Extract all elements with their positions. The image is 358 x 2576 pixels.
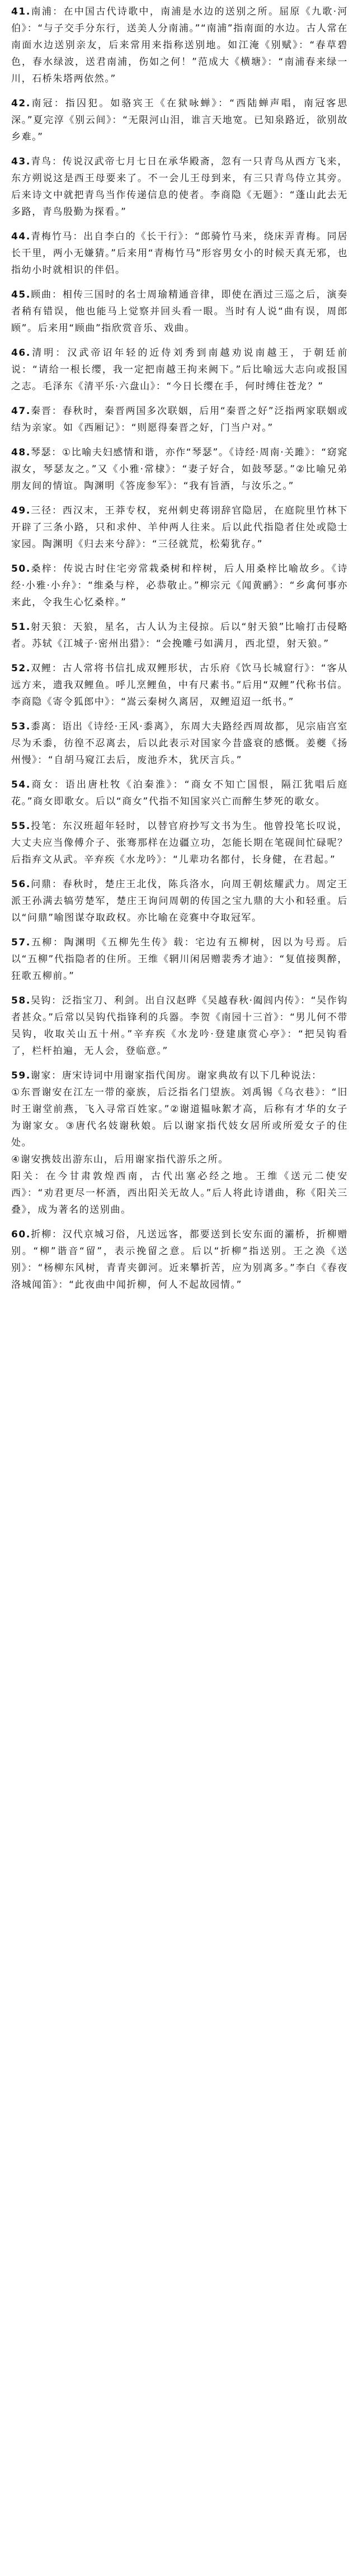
entry-text: 问鼎：春秋时，楚庄王北伐，陈兵洛水，向周王朝炫耀武力。周定王派王孙满去犒劳楚军，楚庄王询问周朝的传国之宝九鼎的大小和轻重。后以“问鼎”喻图谋夺取政权。亦比喻在竞赛中夺取冠军。: [11, 879, 348, 924]
entry-45: [11, 286, 348, 337]
entry-text: 黍离：语出《诗经·王风·黍离》，东周大夫路经西周故都，见宗庙宫室尽为禾黍，彷徨不忍离去，后以此表示对国家今昔盛衰的感慨。姜夔《扬州慢》：“自胡马窥江去后，废池乔木，犹厌言兵。”: [11, 721, 348, 766]
entry-47: [11, 403, 348, 436]
entry-52: [11, 660, 348, 710]
entry-text: 南冠：指囚犯。如骆宾王《在狱咏蝉》：“西陆蝉声唱，南冠客思深。”夏完淳《别云间》：“无限河山泪，谁言天地宽。已知泉路近，欲别故乡难。”: [11, 98, 348, 143]
entry-number: 41.: [11, 6, 31, 17]
entry-number: 47.: [11, 406, 31, 417]
entry-text: ①东晋谢安在江左一带的豪族，后泛指名门望族。刘禹锡《乌衣巷》：“旧时王谢堂前燕，飞入寻常百姓家。”②谢道韫咏絮才高，后称有才华的女子为谢家女。③唐代名妓谢秋娘。后以谢家指代妓女居所或所爱女子的住处。: [11, 1087, 348, 1148]
entry-57: [11, 934, 348, 985]
entry-50: [11, 561, 348, 611]
entry-text: 五柳：陶渊明《五柳先生传》载：宅边有五柳树，因以为号焉。后以“五柳”代指隐者的住所。王维《辋川闲居赠裴秀才迪》：“复值接舆醉，狂歌五柳前。”: [11, 937, 348, 982]
entry-number: 49.: [11, 505, 31, 516]
entry-number: 59.: [11, 1070, 31, 1081]
entry-text: ④谢安携妓出游东山，后用谢家指代游乐之所。: [11, 1154, 229, 1165]
entry-text: 射天狼：天狼，星名，古人认为主侵掠。后以“射天狼”比喻打击侵略者。苏轼《江城子·密州出猎》：“会挽雕弓如满月，西北望，射天狼。”: [11, 621, 348, 649]
entry-text: 商女：语出唐杜牧《泊秦淮》：“商女不知亡国恨，隔江犹唱后庭花。”商女即歌女。后以“商女”代指不知国家兴亡而醉生梦死的歌女。: [11, 779, 348, 807]
entry-42: [11, 95, 348, 145]
entry-number: 55.: [11, 821, 31, 832]
entry-number: 53.: [11, 721, 31, 732]
entry-48: [11, 444, 348, 495]
entry-text: 清明：汉武帝诏年轻的近侍刘秀到南越劝说南越王，于朝廷前说：“请给一根长缨，我一定把南越王拘来阙下。”后比喻远大志向或报国之志。毛泽东《清平乐·六盘山》：“今日长缨在手，何时缚住苍龙？”: [11, 347, 348, 392]
entry-text: 顾曲：相传三国时的名士周瑜精通音律，即使在酒过三巡之后，演奏者稍有错误，他也能马上觉察并回头看一眼。当时有人说“曲有误，周郎顾”。后来用“顾曲”指欣赏音乐、戏曲。: [11, 289, 348, 334]
entry-text: 桑梓：传说古时住宅旁常栽桑树和梓树，后人用桑梓比喻故乡。《诗经·小雅·小弁》：“维桑与梓，必恭敬止。”柳宗元《闻黄鹂》：“乡禽何事亦来此，令我生心忆桑梓。”: [11, 563, 348, 608]
entry-number: 57.: [11, 937, 31, 948]
entry-text: 青鸟：传说汉武帝七月七日在承华殿斋，忽有一只青鸟从西方飞来，东方朔说这是西王母要来了。不一会儿王母到来，有三只青鸟侍立其旁。后来诗文中就把青鸟当作传递信息的使者。李商隐《无题》：“蓬山此去无多路，青鸟殷勤为探看。”: [11, 156, 348, 218]
entry-number: 46.: [11, 347, 31, 359]
entry-56: [11, 876, 348, 926]
entry-number: 42.: [11, 98, 31, 109]
entry-text: 吴钩：泛指宝刀、利剑。出自汉赵晔《吴越春秋·阖闾内传》：“吴作钩者甚众。”后常以吴钩代指锋利的兵器。李贺《南园十三首》：“男儿何不带吴钩，收取关山五十州。”辛弃疾《水龙吟·登建康赏心亭》：“把吴钩看了，栏杆拍遍，无人会，登临意。”: [11, 995, 348, 1057]
entry-number: 50.: [11, 563, 31, 574]
entry-number: 45.: [11, 289, 31, 300]
entry-text: 南浦：在中国古代诗歌中，南浦是水边的送别之所。屈原《九歌·河伯》：“与子交手分东行，送美人分南浦。”“南浦”指南面的水边。古人常在南面水边送别亲友，后来常用来指称送别地。如江淹《别赋》：“春草碧色，春水绿波，送君南浦，伤如之何！”范成大《横塘》：“南浦春来绿一川，石桥朱塔两依然。”: [11, 6, 348, 84]
entry-58: [11, 992, 348, 1059]
entry-number: 48.: [11, 447, 31, 458]
entry-text: 青梅竹马：出自李白的《长干行》：“郎骑竹马来，绕床弄青梅。同居长干里，两小无嫌猜。”后来用“青梅竹马”形容男女小的时候天真无邪，也指幼小时就相识的伴侣。: [11, 231, 348, 276]
entry-number: 52.: [11, 663, 31, 674]
entry-text: 折柳：汉代京城习俗，凡送远客，都要送到长安东面的灞桥，折柳赠别。“柳”谐音“留”，表示挽留之意。后以“折柳”指送别。王之涣《送别》：“杨柳东风树，青青夹御河。近来攀折苦，应为别离多。”李白《春夜洛城闻笛》：“此夜曲中闻折柳，何人不起故园情。”: [11, 1229, 348, 1291]
entry-number: 51.: [11, 621, 31, 633]
entry-text: 阳关：在今甘肃敦煌西南，古代出塞必经之地。王维《送元二使安西》：“劝君更尽一杯酒，西出阳关无故人。”后人将此诗谱曲，称《阳关三叠》，成为著名的送别曲。: [11, 1171, 348, 1216]
entry-59: [11, 1067, 348, 1218]
entry-text: 琴瑟：①比喻夫妇感情和谐，亦作“琴瑟”。《诗经·周南·关雎》：“窈窕淑女，琴瑟友之。”又《小雅·常棣》：“妻子好合，如鼓琴瑟。”②比喻兄弟朋友间的情谊。陶渊明《答庞参军》：“我有旨酒，与汝乐之。”: [11, 447, 348, 492]
entry-49: [11, 502, 348, 553]
entry-text: 秦晋：春秋时，秦晋两国多次联姻，后用“秦晋之好”泛指两家联姻或结为亲家。如《西厢记》：“则愿得秦晋之好，门当户对。”: [11, 406, 348, 434]
entry-text: 谢家：唐宋诗词中用谢家指代闺房。谢家典故有以下几种说法：: [30, 1070, 322, 1081]
entry-60: [11, 1226, 348, 1293]
entry-text: 双鲤：古人常将书信扎成双鲤形状，古乐府《饮马长城窟行》：“客从远方来，遗我双鲤鱼。呼儿烹鲤鱼，中有尺素书。”后用“双鲤”代称书信。李商隐《寄令狐郎中》：“嵩云秦树久离居，双鲤迢迢一纸书。”: [11, 663, 348, 708]
entry-53: [11, 718, 348, 769]
entry-55: [11, 818, 348, 868]
entry-51: [11, 619, 348, 652]
entry-text: 三径：西汉末，王莽专权，兖州刺史蒋诩辞官隐居，在庭院里竹林下开辟了三条小路，只和求仲、羊仲两人往来。后以此代指隐者住处或隐士家园。陶渊明《归去来兮辞》：“三径就荒，松菊犹存。”: [11, 505, 348, 550]
entry-number: 44.: [11, 231, 31, 242]
entry-46: [11, 345, 348, 395]
entry-number: 58.: [11, 995, 31, 1006]
entry-number: 56.: [11, 879, 31, 890]
entry-43: [11, 153, 348, 220]
entry-number: 43.: [11, 156, 31, 167]
entry-41: [11, 3, 348, 87]
entry-54: [11, 776, 348, 810]
entry-44: [11, 228, 348, 279]
entry-text: 投笔：东汉班超年轻时，以替官府抄写文书为生。他曾投笔长叹说，大丈夫应当像傅介子、张骞那样在边疆立功，怎能长期在笔砚间忙碌呢？后指弃文从武。辛弃疾《水龙吟》：“儿辈功名都付，长身健，在君起。”: [11, 821, 348, 865]
entry-number: 60.: [11, 1229, 31, 1240]
entry-number: 54.: [11, 779, 31, 790]
